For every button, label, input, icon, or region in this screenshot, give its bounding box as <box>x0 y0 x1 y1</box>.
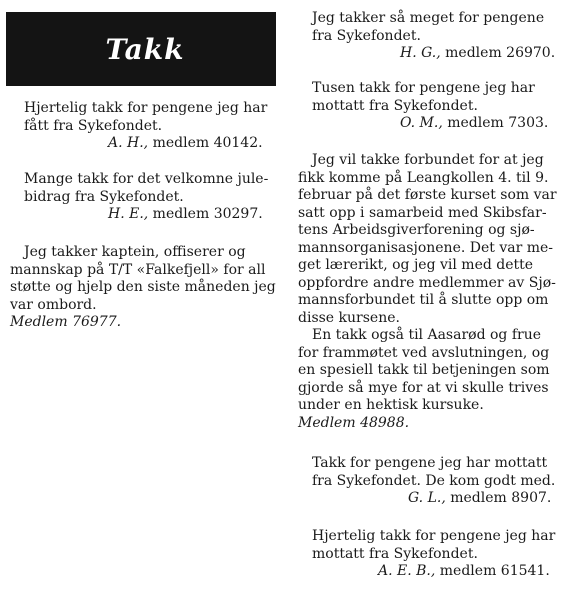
letter-text-line: fikk komme på Leangkollen 4. til 9. <box>298 169 549 186</box>
letter-a-e-b <box>312 528 570 581</box>
letter-text-line: en spesiell takk til betjeningen som <box>298 362 550 378</box>
letter-text-line: fra Sykefondet. De kom godt med. <box>312 472 556 489</box>
letter-text-line: satt opp i samarbeid med Skibsfar- <box>298 204 547 221</box>
letter-signature: Medlem 76977. <box>10 314 122 330</box>
letter-signature: Medlem 48988. <box>298 414 410 431</box>
page-title: Takk <box>105 32 185 66</box>
letter-text-line: Hjertelig takk for pengene jeg har <box>24 100 268 116</box>
letter-text-line: mannsforbundet til å slutte opp om <box>298 292 549 308</box>
letter-text-line: mannsorganisasjonene. Det var me- <box>298 239 554 256</box>
letter-text-line: mottatt fra Sykefondet. <box>312 545 478 562</box>
letter-text-line: gjorde så mye for at vi skulle trives <box>298 379 549 396</box>
letter-h-g <box>312 10 570 63</box>
letter-text-line: mannskap på T/T «Falkefjell» for all <box>10 261 266 278</box>
letter-a-h <box>24 100 280 153</box>
letter-76977 <box>10 244 282 332</box>
letter-text-line: get lærerikt, og jeg vil med dette <box>298 257 534 273</box>
letter-text-line: for frammøtet ved avslutningen, og <box>298 344 550 361</box>
letter-text-line: Jeg takker kaptein, offiserer og <box>24 244 246 260</box>
letter-signature: O. M., medlem 7303. <box>400 115 549 131</box>
letter-48988 <box>298 152 570 432</box>
letter-text-line: mottatt fra Sykefondet. <box>312 97 478 114</box>
letter-g-l <box>312 455 570 508</box>
letter-text-line: fra Sykefondet. <box>312 27 421 44</box>
letter-text-line: Takk for pengene jeg har mottatt <box>312 455 548 471</box>
letter-h-e <box>24 171 280 224</box>
letter-text-line: Hjertelig takk for pengene jeg har <box>312 528 556 544</box>
letter-text-line: februar på det første kurset som var <box>298 187 557 203</box>
letter-text-line: Tusen takk for pengene jeg har <box>312 80 535 96</box>
title-banner <box>6 12 276 86</box>
letter-text-line: fått fra Sykefondet. <box>24 117 163 134</box>
letter-text-line: under en hektisk kursuke. <box>298 397 484 413</box>
letter-text-line: Mange takk for det velkomne jule- <box>24 171 269 187</box>
letter-text-line: Jeg vil takke forbundet for at jeg <box>312 152 544 168</box>
letter-o-m <box>312 80 570 133</box>
letter-text-line: disse kursene. <box>298 309 400 326</box>
letter-text-line: oppfordre andre medlemmer av Sjø- <box>298 274 556 291</box>
letter-text-line: tens Arbeidsgiverforening og sjø- <box>298 222 535 238</box>
letter-text-line: Jeg takker så meget for pengene <box>312 10 545 26</box>
letter-text-line: En takk også til Aasarød og frue <box>312 327 542 343</box>
letter-signature: A. E. B., medlem 61541. <box>378 563 550 579</box>
letter-text-line: bidrag fra Sykefondet. <box>24 188 184 205</box>
letter-signature: A. H., medlem 40142. <box>108 135 263 151</box>
letter-text-line: støtte og hjelp den siste måneden jeg <box>10 279 276 295</box>
letter-signature: H. E., medlem 30297. <box>108 206 263 222</box>
letter-text-line: var ombord. <box>10 296 97 313</box>
letter-signature: H. G., medlem 26970. <box>400 45 556 61</box>
letter-signature: G. L., medlem 8907. <box>408 490 552 506</box>
